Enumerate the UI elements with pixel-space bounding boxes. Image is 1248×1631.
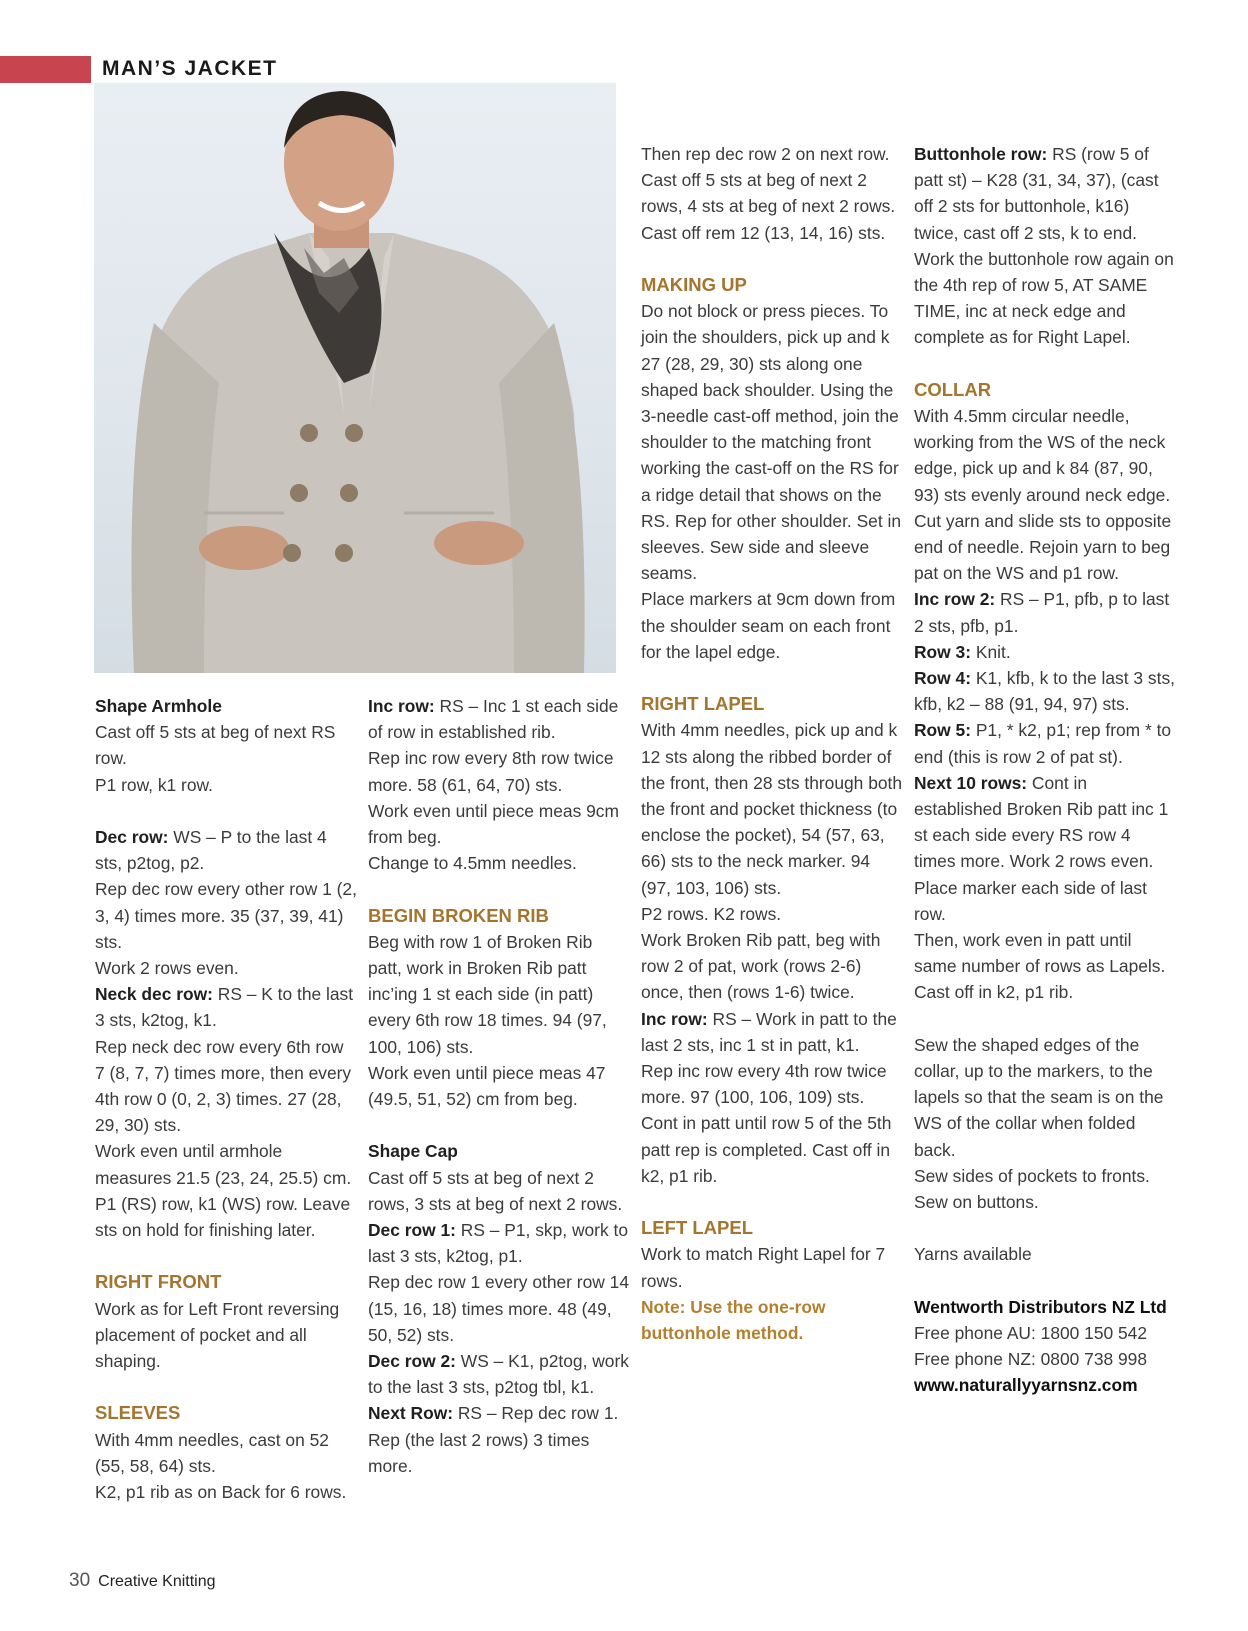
text: Rep dec row every other row 1 (2, 3, 4) times more. 35 (37, 39, 41) sts.	[95, 879, 357, 952]
text: Work even until piece meas 9cm from beg.	[368, 800, 619, 848]
text: Work as for Left Front reversing placement of pocket and all shaping.	[95, 1298, 340, 1372]
text: With 4mm needles, pick up and k 12 sts along the ribbed border of the front, then 28 sts through both the front and pocket thickness (to enclose the pocket), 54 (57, 63, 66) sts to the neck marker. 94 (97, 103, 106) sts.	[641, 720, 903, 898]
row-4-instruction: Row 4: K1, kfb, k to the last 3 sts, kfb, k2 – 88 (91, 94, 97) sts.	[914, 668, 1175, 715]
text: Cast off rem 12 (13, 14, 16) sts.	[641, 222, 886, 243]
text: Rep dec row 1 every other row 14 (15, 16, 18) times more. 48 (49, 50, 52) sts.	[368, 1272, 629, 1345]
text: Cast off 5 sts at beg of next 2 rows, 4 sts at beg of next 2 rows.	[641, 170, 896, 217]
right-front-heading: RIGHT FRONT	[95, 1271, 222, 1293]
text: Work Broken Rib patt, beg with row 2 of pat, work (rows 2-6) once, then (rows 1-6) twice.	[641, 930, 881, 1003]
text: K2, p1 rib as on Back for 6 rows.	[95, 1482, 347, 1503]
neck-dec-instruction: Neck dec row: RS – K to the last 3 sts, k2tog, k1.	[95, 984, 354, 1031]
text: Sew sides of pockets to fronts. Sew on buttons.	[914, 1165, 1150, 1213]
text: Work 2 rows even.	[95, 958, 239, 979]
shape-armhole-heading: Shape Armhole	[95, 696, 222, 716]
page-footer	[69, 1570, 216, 1592]
column-4	[914, 141, 1176, 1399]
website-link[interactable]: www.naturallyyarnsnz.com	[914, 1375, 1138, 1396]
sleeves-heading: SLEEVES	[95, 1402, 181, 1424]
text: P2 rows. K2 rows.	[641, 903, 782, 924]
text: Then rep dec row 2 on next row.	[641, 144, 890, 164]
text: Sew the shaped edges of the collar, up to the markers, to the lapels so that the seam is on the WS of the collar when folded back.	[914, 1034, 1164, 1160]
text: Work the buttonhole row again on the 4th rep of row 5, AT SAME TIME, inc at neck edge and complete as for Right Lapel.	[914, 248, 1174, 348]
column-1	[95, 693, 357, 1505]
text: Cont in patt until row 5 of the 5th patt rep is completed. Cast off in k2, p1 rib.	[641, 1113, 892, 1186]
making-up-heading: MAKING UP	[641, 274, 747, 295]
jacket-photo	[94, 83, 616, 673]
distributor-name: Wentworth Distributors NZ Ltd	[914, 1296, 1167, 1317]
text: Cast off 5 sts at beg of next 2 rows, 3 sts at beg of next 2 rows.	[368, 1167, 623, 1214]
buttonhole-row-instruction: Buttonhole row: RS (row 5 of patt st) – K28 (31, 34, 37), (cast off 2 sts for buttonhole, k16) twice, cast off 2 sts, k to end.	[914, 144, 1159, 243]
phone-au: Free phone AU: 1800 150 542	[914, 1323, 1148, 1344]
left-lapel-heading: LEFT LAPEL	[641, 1217, 754, 1239]
text: Then, work even in patt until same number of rows as Lapels. Cast off in k2, p1 rib.	[914, 930, 1166, 1003]
text: Work even until armhole measures 21.5 (23, 24, 25.5) cm.	[95, 1141, 352, 1188]
column-3	[641, 141, 903, 1346]
text: Rep inc row every 8th row twice more. 58 (61, 64, 70) sts.	[368, 748, 614, 795]
broken-rib-heading: BEGIN BROKEN RIB	[368, 904, 549, 926]
page-number: 30	[69, 1570, 91, 1591]
row-3-instruction: Row 3: Knit.	[914, 641, 1011, 662]
text: With 4mm needles, cast on 52 (55, 58, 64) sts.	[95, 1429, 329, 1476]
magazine-name: Creative Knitting	[98, 1573, 216, 1590]
next-row-instruction: Next Row: RS – Rep dec row 1. Rep (the last 2 rows) 3 times more.	[368, 1403, 619, 1476]
dec-row-2-instruction: Dec row 2: WS – K1, p2tog, work to the last 3 sts, p2tog tbl, k1.	[368, 1351, 629, 1398]
text: Rep neck dec row every 6th row 7 (8, 7, 7) times more, then every 4th row 0 (0, 2, 3) times. 27 (28, 29, 30) sts.	[95, 1036, 352, 1136]
text: With 4.5mm circular needle, working from the WS of the neck edge, pick up and k 84 (87, 90, 93) sts evenly around neck edge. Cut yarn and slide sts to opposite end of needle. Rejoin yarn to beg pat on the WS and p1 row.	[914, 406, 1172, 584]
text: Do not block or press pieces. To join the shoulders, pick up and k 27 (28, 29, 30) sts along one shaped back shoulder. Using the 3-needle cast-off method, join the shoulder to the matching front working the cast-off on the RS for a ridge detail that shows on the RS. Rep for other shoulder. Set in sleeves. Sew side and sleeve seams.	[641, 301, 902, 584]
inc-row-instruction: Inc row: RS – Work in patt to the last 2 sts, inc 1 st in patt, k1.	[641, 1008, 897, 1055]
dec-row-instruction: Dec row: WS – P to the last 4 sts, p2tog, p2.	[95, 827, 327, 874]
text: Cast off 5 sts at beg of next RS row.	[95, 722, 336, 769]
phone-nz: Free phone NZ: 0800 738 998	[914, 1349, 1148, 1370]
text: P1 row, k1 row.	[95, 774, 213, 795]
text: Place markers at 9cm down from the shoulder seam on each front for the lapel edge.	[641, 589, 896, 662]
text: Work even until piece meas 47 (49.5, 51, 52) cm from beg.	[368, 1062, 606, 1110]
header-accent-bar	[0, 56, 91, 83]
yarns-available: Yarns available	[914, 1244, 1032, 1265]
next-10-rows-instruction: Next 10 rows: Cont in established Broken Rib patt inc 1 st each side every RS row 4 times more. Work 2 rows even. Place marker each side of last row.	[914, 772, 1169, 924]
inc-row-instruction: Inc row: RS – Inc 1 st each side of row in established rib.	[368, 696, 619, 743]
dec-row-1-instruction: Dec row 1: RS – P1, skp, work to last 3 sts, k2tog, p1.	[368, 1220, 628, 1267]
text: Rep inc row every 4th row twice more. 97 (100, 106, 109) sts.	[641, 1061, 887, 1108]
shape-cap-heading: Shape Cap	[368, 1141, 458, 1162]
row-5-instruction: Row 5: P1, * k2, p1; rep from * to end (this is row 2 of pat st).	[914, 720, 1172, 767]
page-title: MAN’S JACKET	[102, 57, 278, 80]
text: Beg with row 1 of Broken Rib patt, work in Broken Rib patt inc’ing 1 st each side (in patt) every 6th row 18 times. 94 (97, 100, 106) sts.	[368, 931, 607, 1057]
text: P1 (RS) row, k1 (WS) row. Leave sts on hold for finishing later.	[95, 1193, 351, 1241]
right-lapel-heading: RIGHT LAPEL	[641, 693, 765, 715]
text: Work to match Right Lapel for 7 rows.	[641, 1244, 886, 1291]
text: Change to 4.5mm needles.	[368, 853, 577, 874]
collar-heading: COLLAR	[914, 378, 992, 400]
inc-row-2-instruction: Inc row 2: RS – P1, pfb, p to last 2 sts, pfb, p1.	[914, 589, 1170, 636]
column-2	[368, 693, 630, 1479]
model-illustration	[94, 83, 616, 673]
buttonhole-note: Note: Use the one-row buttonhole method.	[641, 1296, 826, 1344]
